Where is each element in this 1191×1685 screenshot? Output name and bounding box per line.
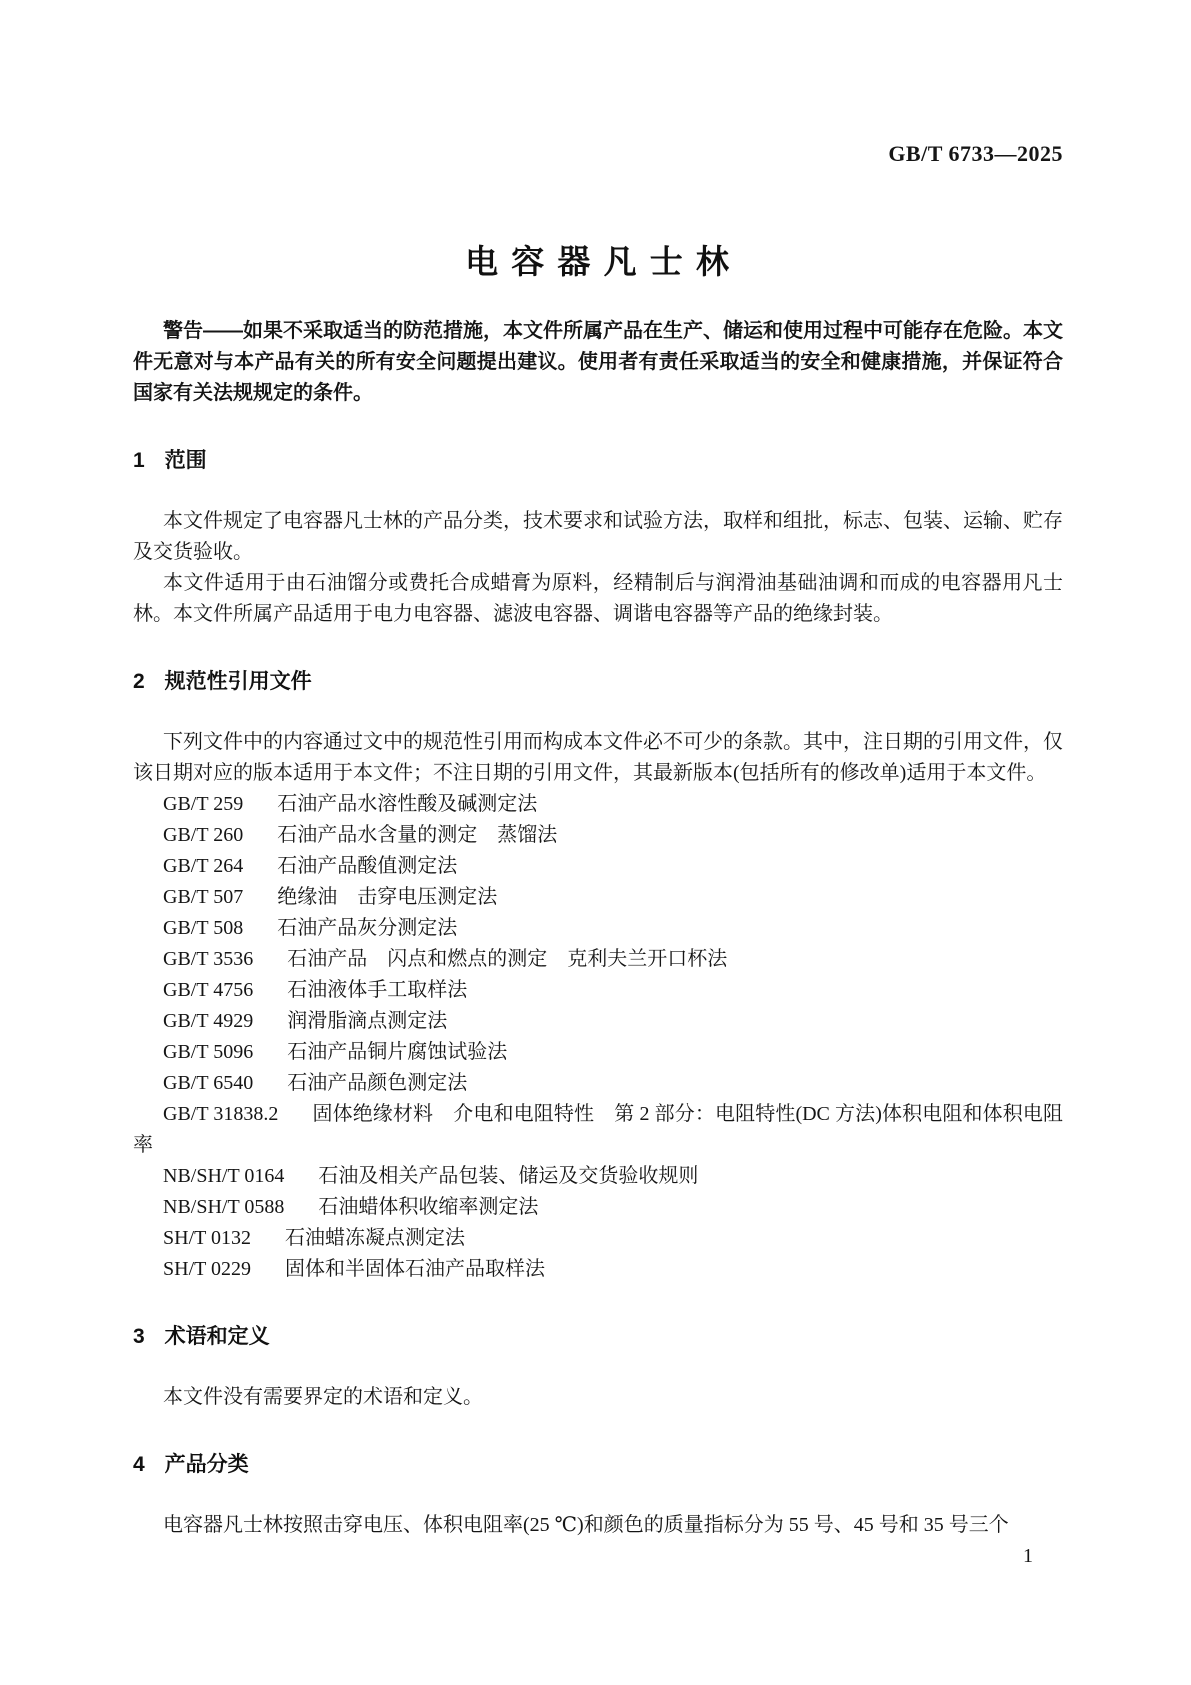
section-number: 1 — [133, 449, 145, 472]
reference-title: 石油产品灰分测定法 — [277, 917, 458, 939]
reference-title: 绝缘油 击穿电压测定法 — [277, 886, 498, 908]
section-heading-scope — [133, 445, 1063, 476]
page-number: 1 — [1023, 1545, 1033, 1567]
reference-code: GB/T 508 — [163, 917, 244, 939]
reference-item — [133, 913, 1063, 944]
reference-code: GB/T 4756 — [163, 979, 254, 1001]
reference-item — [133, 1254, 1063, 1285]
reference-item — [133, 1223, 1063, 1254]
reference-code: NB/SH/T 0588 — [163, 1196, 285, 1218]
reference-title: 石油产品 闪点和燃点的测定 克利夫兰开口杯法 — [287, 948, 728, 970]
reference-item — [133, 1192, 1063, 1223]
section-title: 范围 — [164, 449, 207, 472]
section-scope — [133, 445, 1063, 630]
reference-title: 石油产品水溶性酸及碱测定法 — [277, 793, 538, 815]
reference-item — [133, 1099, 1063, 1161]
reference-code: SH/T 0229 — [163, 1258, 251, 1280]
section-title: 规范性引用文件 — [164, 670, 312, 693]
reference-code: GB/T 5096 — [163, 1041, 254, 1063]
section-product-classification — [133, 1449, 1063, 1541]
reference-title: 固体绝缘材料 介电和电阻特性 第 2 部分：电阻特性(DC 方法)体积电阻和体积电阻率 — [133, 1103, 1063, 1156]
section-heading-terms-definitions — [133, 1321, 1063, 1352]
reference-code: GB/T 260 — [163, 824, 244, 846]
reference-item — [133, 975, 1063, 1006]
reference-title: 石油产品铜片腐蚀试验法 — [287, 1041, 508, 1063]
section-number: 4 — [133, 1453, 145, 1476]
reference-code: SH/T 0132 — [163, 1227, 251, 1249]
paragraph: 本文件适用于由石油馏分或费托合成蜡膏为原料，经精制后与润滑油基础油调和而成的电容器用凡士林。本文件所属产品适用于电力电容器、滤波电容器、调谐电容器等产品的绝缘封装。 — [133, 572, 1063, 625]
reference-title: 石油蜡体积收缩率测定法 — [318, 1196, 539, 1218]
section-title: 产品分类 — [164, 1453, 249, 1476]
reference-code: GB/T 6540 — [163, 1072, 254, 1094]
reference-code: GB/T 4929 — [163, 1010, 254, 1032]
section-heading-product-classification — [133, 1449, 1063, 1480]
reference-title: 石油产品水含量的测定 蒸馏法 — [277, 824, 558, 846]
classification-paragraphs — [133, 1510, 1063, 1541]
reference-title: 润滑脂滴点测定法 — [287, 1010, 448, 1032]
reference-item — [133, 1068, 1063, 1099]
section-number: 2 — [133, 670, 145, 693]
reference-title: 石油液体手工取样法 — [287, 979, 468, 1001]
references-intro-paragraph: 下列文件中的内容通过文中的规范性引用而构成本文件必不可少的条款。其中，注日期的引用文件，仅该日期对应的版本适用于本文件；不注日期的引用文件，其最新版本(包括所有的修改单)适用于本文件。 — [133, 731, 1063, 784]
reference-item — [133, 1037, 1063, 1068]
terms-paragraphs — [133, 1382, 1063, 1413]
reference-code: GB/T 264 — [163, 855, 244, 877]
reference-title: 石油蜡冻凝点测定法 — [284, 1227, 465, 1249]
scope-paragraphs — [133, 506, 1063, 630]
reference-item — [133, 789, 1063, 820]
reference-code: NB/SH/T 0164 — [163, 1165, 285, 1187]
reference-item — [133, 851, 1063, 882]
standard-number: GB/T 6733—2025 — [888, 141, 1063, 166]
reference-code: GB/T 31838.2 — [163, 1103, 279, 1125]
section-heading-normative-references — [133, 666, 1063, 697]
reference-item — [133, 1006, 1063, 1037]
reference-code: GB/T 3536 — [163, 948, 254, 970]
reference-title: 固体和半固体石油产品取样法 — [284, 1258, 545, 1280]
references-list — [133, 789, 1063, 1285]
section-terms-definitions — [133, 1321, 1063, 1413]
reference-title: 石油产品颜色测定法 — [287, 1072, 468, 1094]
section-title: 术语和定义 — [164, 1325, 270, 1348]
section-normative-references — [133, 666, 1063, 1285]
reference-item — [133, 1161, 1063, 1192]
section-number: 3 — [133, 1325, 145, 1348]
reference-code: GB/T 259 — [163, 793, 244, 815]
reference-item — [133, 820, 1063, 851]
reference-item — [133, 944, 1063, 975]
reference-code: GB/T 507 — [163, 886, 244, 908]
document-title: 电 容 器 凡 士 林 — [465, 243, 731, 280]
reference-item — [133, 882, 1063, 913]
paragraph: 本文件规定了电容器凡士林的产品分类，技术要求和试验方法，取样和组批，标志、包装、运输、贮存及交货验收。 — [133, 510, 1063, 563]
paragraph: 本文件没有需要界定的术语和定义。 — [163, 1386, 483, 1408]
paragraph: 电容器凡士林按照击穿电压、体积电阻率(25 ℃)和颜色的质量指标分为 55 号、45 号和 35 号三个 — [163, 1514, 1009, 1536]
reference-title: 石油及相关产品包装、储运及交货验收规则 — [318, 1165, 699, 1187]
warning-paragraph: 警告——如果不采取适当的防范措施，本文件所属产品在生产、储运和使用过程中可能存在危险。本文件无意对与本产品有关的所有安全问题提出建议。使用者有责任采取适当的安全和健康措施，并保证符合国家有关法规规定的条件。 — [133, 320, 1063, 404]
reference-title: 石油产品酸值测定法 — [277, 855, 458, 877]
